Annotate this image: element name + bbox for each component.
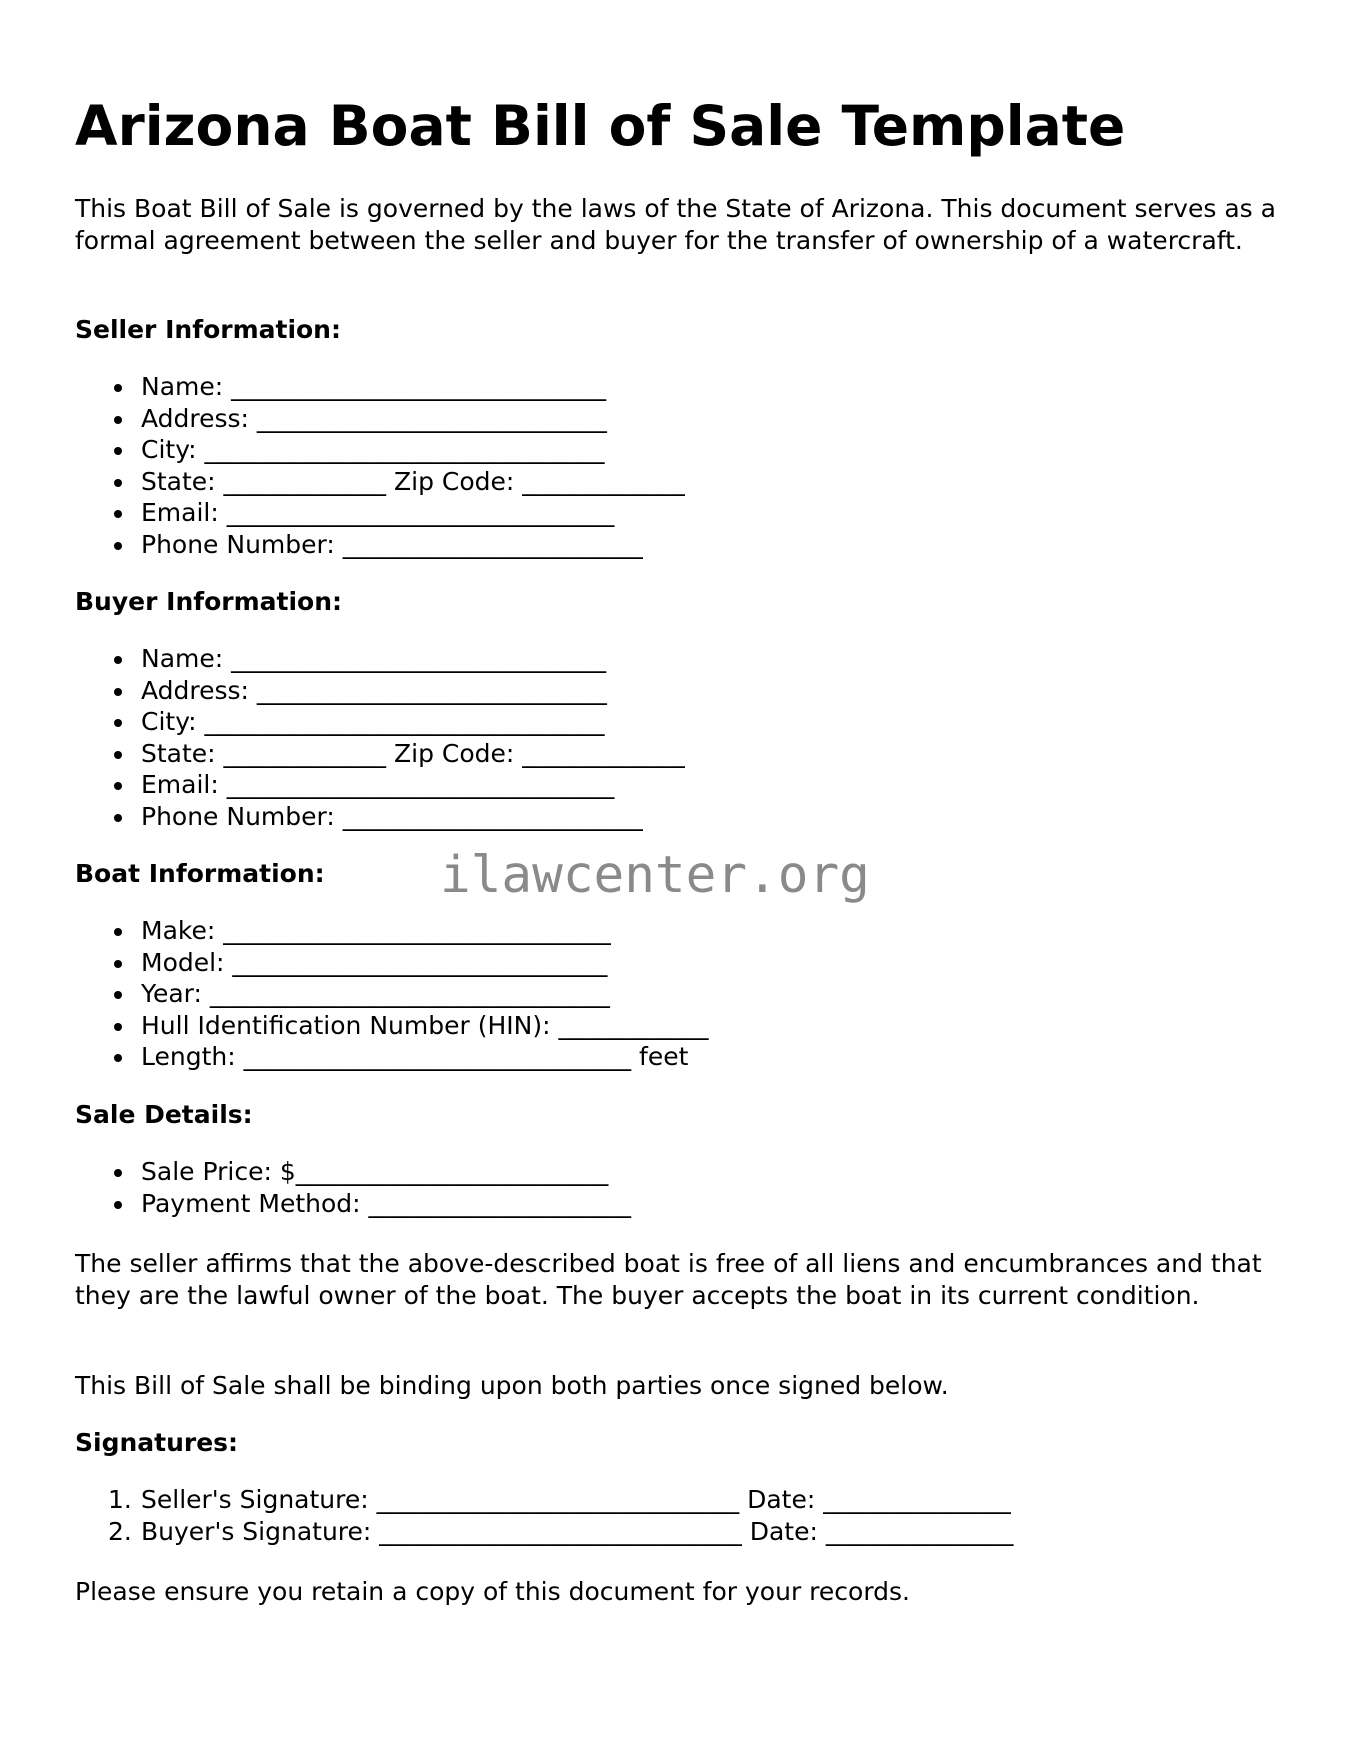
seller-city-field: City: ________________________________ <box>141 434 685 466</box>
affirmation-paragraph: The seller affirms that the above-described boat is free of all liens and encumbrances and that they are the lawful owner of the boat. The buyer accepts the boat in its current condition. <box>75 1249 1262 1310</box>
boat-make-field: Make: _______________________________ <box>141 915 708 947</box>
boat-fields-list <box>141 915 708 1073</box>
sale-fields-list <box>141 1156 631 1219</box>
boat-year-field: Year: ________________________________ <box>141 978 708 1010</box>
buyer-signature-text: Buyer's Signature: _____________________________ Date: _______________ <box>141 1516 1014 1546</box>
seller-email-field: Email: _______________________________ <box>141 497 685 529</box>
sale-heading: Sale Details: <box>75 1100 253 1129</box>
signatures-list <box>108 1484 1014 1547</box>
boat-length-field: Length: _______________________________ feet <box>141 1041 708 1073</box>
buyer-heading: Buyer Information: <box>75 587 343 616</box>
seller-fields-list <box>141 371 685 560</box>
seller-heading: Seller Information: <box>75 315 341 344</box>
boat-model-field: Model: ______________________________ <box>141 947 708 979</box>
buyer-state-zip-field: State: _____________ Zip Code: _____________ <box>141 738 685 768</box>
payment-method-field: Payment Method: _____________________ <box>141 1188 632 1218</box>
seller-signature-text: Seller's Signature: _____________________________ Date: _______________ <box>141 1485 1011 1514</box>
seller-address-field: Address: ____________________________ <box>141 403 685 435</box>
sale-price-field: Sale Price: $_________________________ <box>141 1156 631 1188</box>
seller-signature-line <box>108 1484 1013 1516</box>
intro-paragraph: This Boat Bill of Sale is governed by the laws of the State of Arizona. This document serves as a formal agreement between the seller and buyer for the transfer of ownership of a watercraft. <box>75 194 1276 255</box>
buyer-phone-field: Phone Number: ________________________ <box>141 801 685 833</box>
binding-paragraph: This Bill of Sale shall be binding upon both parties once signed below. <box>75 1371 949 1400</box>
buyer-city-field: City: ________________________________ <box>141 706 685 738</box>
document-title: Arizona Boat Bill of Sale Template <box>75 94 1126 158</box>
buyer-email-field: Email: _______________________________ <box>141 769 685 801</box>
buyer-address-field: Address: ____________________________ <box>141 675 685 707</box>
list-number: 2. <box>108 1516 132 1546</box>
boat-hin-field: Hull Identification Number (HIN): ____________ <box>141 1010 709 1040</box>
list-number: 1. <box>108 1485 132 1514</box>
signatures-heading: Signatures: <box>75 1428 239 1457</box>
buyer-name-field: Name: ______________________________ <box>141 643 685 675</box>
seller-state-zip-field: State: _____________ Zip Code: _____________ <box>141 466 685 496</box>
seller-name-field: Name: ______________________________ <box>141 371 685 403</box>
closing-paragraph: Please ensure you retain a copy of this document for your records. <box>75 1577 910 1606</box>
boat-heading: Boat Information: <box>75 859 325 888</box>
watermark-text: ilawcenter.org <box>440 846 870 905</box>
buyer-signature-line <box>108 1516 1014 1548</box>
seller-phone-field: Phone Number: ________________________ <box>141 529 685 561</box>
buyer-fields-list <box>141 643 685 832</box>
